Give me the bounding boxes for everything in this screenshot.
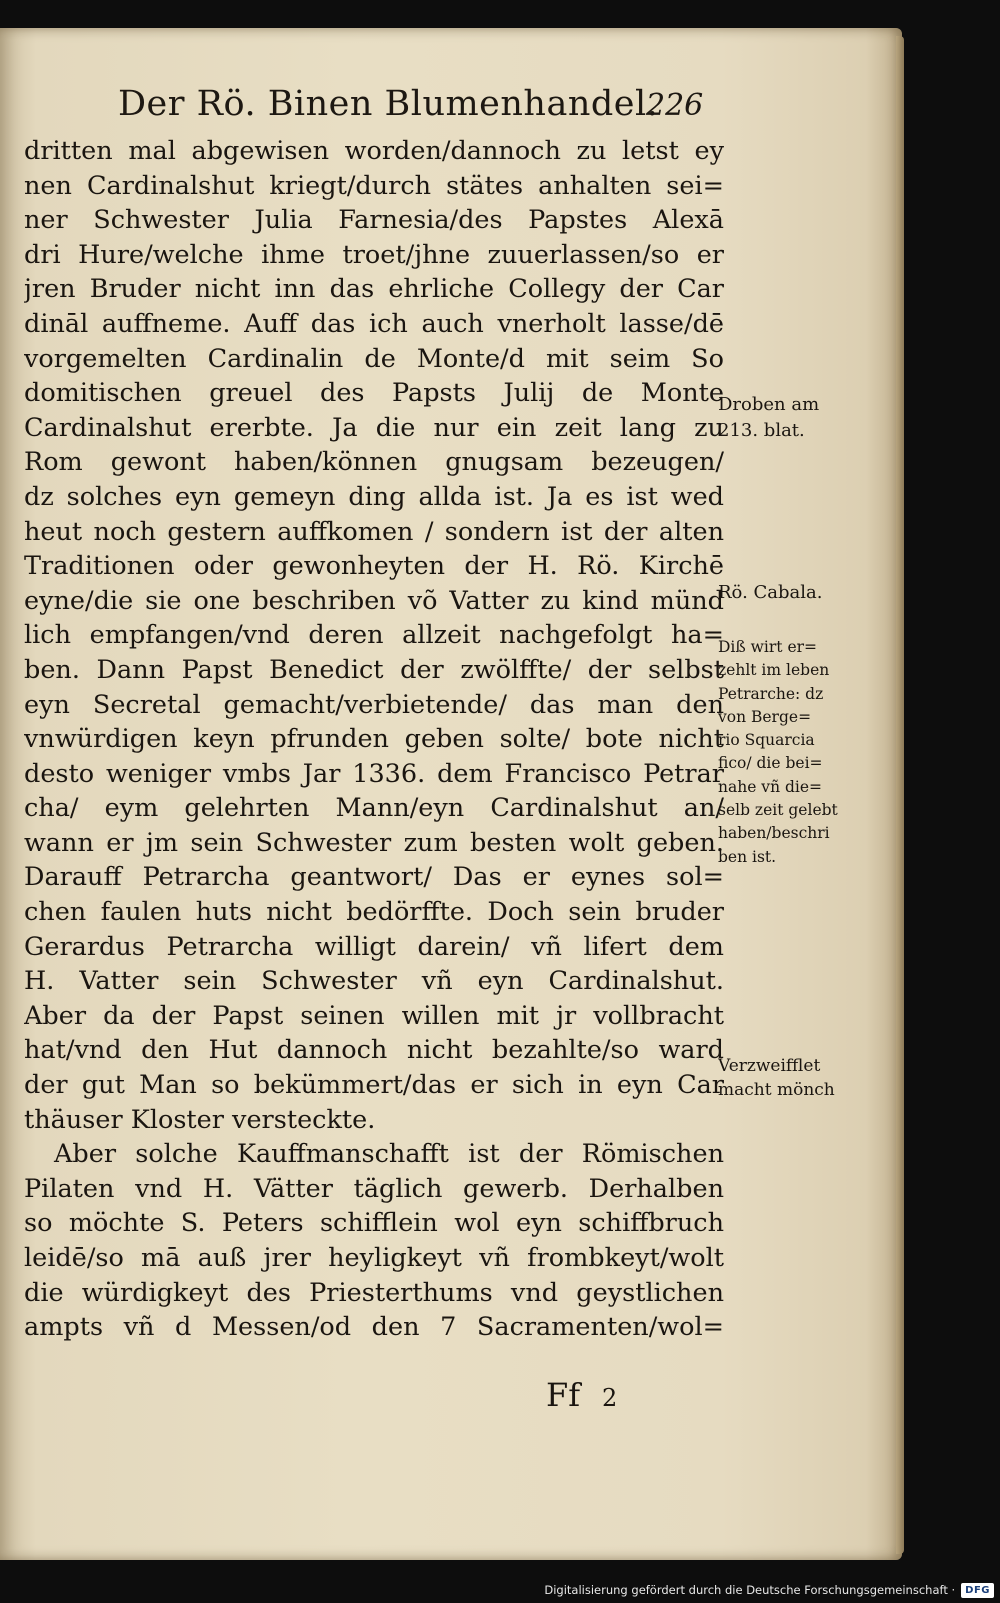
text-line: nen Cardinalshut kriegt/durch stätes anhalten sei= bbox=[24, 170, 724, 201]
page-edge bbox=[896, 36, 904, 1554]
text-line: wann er jm sein Schwester zum besten wolt geben. bbox=[24, 827, 724, 858]
signature-number: 2 bbox=[602, 1384, 618, 1412]
margin-note-verzweifflet bbox=[718, 1054, 850, 1102]
margin-note-line: fico/ die bei= bbox=[718, 754, 823, 773]
text-line: domitischen greuel des Papsts Julij de Monte bbox=[24, 378, 724, 409]
text-line: dz solches eyn gemeyn ding allda ist. Ja es ist wed bbox=[24, 481, 724, 512]
text-line: der gut Man so bekümmert/das er sich in eyn Car bbox=[24, 1070, 724, 1101]
text-line: thäuser Kloster versteckte. bbox=[24, 1104, 376, 1135]
text-line: Darauff Petrarcha geantwort/ Das er eynes sol= bbox=[24, 862, 724, 893]
text-line: desto weniger vmbs Jar 1336. dem Francisco Petrar bbox=[24, 758, 724, 789]
text-line: dritten mal abgewisen worden/dannoch zu letst ey bbox=[24, 136, 724, 166]
margin-note-petrarch bbox=[718, 636, 850, 869]
margin-note-line: haben/beschri bbox=[718, 824, 830, 843]
text-line: Traditionen oder gewonheyten der H. Rö. Kirchē bbox=[24, 551, 724, 582]
text-line: leidē/so mā auß jrer heyligkeyt vñ frombkeyt/wolt bbox=[24, 1243, 724, 1273]
dfg-logo-icon: DFG bbox=[961, 1583, 994, 1598]
text-line: chen faulen huts nicht bedörffte. Doch sein bruder bbox=[24, 897, 724, 928]
signature-mark bbox=[546, 1376, 617, 1414]
digitization-footer bbox=[544, 1579, 994, 1601]
text-line: Pilaten vnd H. Vätter täglich gewerb. Derhalben bbox=[24, 1173, 724, 1204]
margin-note-droben bbox=[718, 392, 850, 444]
margin-note-line: Petrarche: dz bbox=[718, 684, 824, 703]
text-line: Aber da der Papst seinen willen mit jr vollbracht bbox=[24, 1000, 724, 1031]
body-text bbox=[24, 134, 724, 1345]
text-line: vorgemelten Cardinalin de Monte/d mit seim So bbox=[24, 343, 724, 374]
text-line: eyn Secretal gemacht/verbietende/ das man den bbox=[24, 689, 724, 720]
page-header bbox=[118, 84, 728, 134]
margin-note-cabala bbox=[718, 580, 850, 606]
margin-note-line: rio Squarcia bbox=[718, 731, 815, 750]
text-line: Cardinalshut ererbte. Ja die nur ein zeit lang zu bbox=[24, 412, 724, 443]
margin-note-line: von Berge= bbox=[718, 707, 812, 726]
margin-note-line: 213. blat. bbox=[718, 420, 805, 441]
running-title: Der Rö. Binen Blumenhandel. bbox=[118, 84, 659, 124]
text-line: heut noch gestern auffkomen / sondern ist der alten bbox=[24, 516, 724, 547]
margin-note-line: selb zeit gelebt bbox=[718, 801, 838, 820]
text-line: die würdigkeyt des Priesterthums vnd geystlichen bbox=[24, 1277, 724, 1308]
funding-credit: Digitalisierung gefördert durch die Deutsche Forschungsgemeinschaft · bbox=[544, 1583, 956, 1597]
text-line: ampts vñ d Messen/od den 7 Sacramenten/wol= bbox=[24, 1312, 724, 1343]
margin-note-line: nahe vñ die= bbox=[718, 777, 823, 796]
text-line: dināl auffneme. Auff das ich auch vnerholt lasse/dē bbox=[24, 308, 724, 339]
margin-note-line: zehlt im leben bbox=[718, 661, 830, 680]
text-line: Rom gewont haben/können gnugsam bezeugen/ bbox=[24, 447, 724, 478]
text-line: Aber solche Kauffmanschafft ist der Römischen bbox=[54, 1139, 724, 1170]
text-line: ben. Dann Papst Benedict der zwölffte/ der selbst bbox=[24, 654, 724, 685]
text-line: vnwürdigen keyn pfrunden geben solte/ bote nicht bbox=[24, 724, 724, 755]
folio-number: 226 bbox=[646, 88, 704, 123]
text-line: ner Schwester Julia Farnesia/des Papstes Alexā bbox=[24, 205, 724, 236]
signature-letters: Ff bbox=[546, 1376, 581, 1414]
text-line: jren Bruder nicht inn das ehrliche Collegy der Car bbox=[24, 274, 724, 305]
text-line: hat/vnd den Hut dannoch nicht bezahlte/so ward bbox=[24, 1035, 724, 1066]
margin-note-line: Rö. Cabala. bbox=[718, 582, 823, 603]
margin-note-line: Diß wirt er= bbox=[718, 638, 818, 656]
text-line: dri Hure/welche ihme troet/jhne zuuerlassen/so er bbox=[24, 239, 724, 270]
text-line: cha/ eym gelehrten Mann/eyn Cardinalshut an/ bbox=[24, 793, 724, 824]
margin-note-line: Verzweifflet bbox=[718, 1056, 821, 1076]
text-line: eyne/die sie one beschriben võ Vatter zu kind münd bbox=[24, 585, 724, 616]
margin-note-line: ben ist. bbox=[718, 847, 777, 866]
margin-note-line: Droben am bbox=[718, 394, 820, 415]
text-line: so möchte S. Peters schifflein wol eyn schiffbruch bbox=[24, 1208, 724, 1239]
text-line: lich empfangen/vnd deren allzeit nachgefolgt ha= bbox=[24, 620, 724, 651]
text-line: Gerardus Petrarcha willigt darein/ vñ lifert dem bbox=[24, 931, 724, 962]
text-line: H. Vatter sein Schwester vñ eyn Cardinalshut. bbox=[24, 966, 724, 997]
margin-note-line: macht mönch bbox=[718, 1080, 835, 1100]
